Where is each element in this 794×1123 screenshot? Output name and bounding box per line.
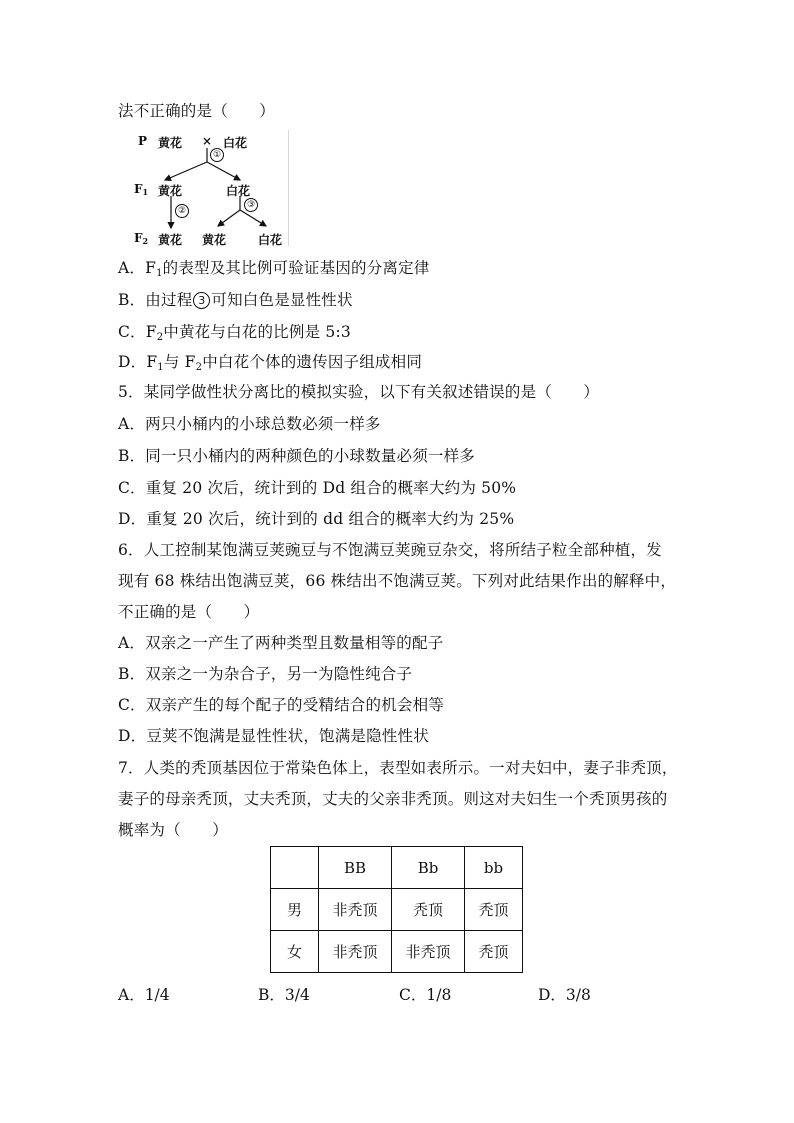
- table-cell: 非秃顶: [319, 931, 392, 973]
- q4-stem-tail: 法不正确的是（ ）: [118, 102, 276, 120]
- q5-stem: 5．某同学做性状分离比的模拟实验，以下有关叙述错误的是（ ）: [118, 383, 600, 401]
- q6-stem-line3: 不正确的是（ ）: [118, 603, 260, 621]
- p-label: P: [138, 134, 148, 148]
- table-header-cell: bb: [465, 847, 523, 889]
- q6-option-c[interactable]: C．双亲产生的每个配子的受精结合的机会相等: [118, 696, 445, 714]
- f2-label: $F_2$: [134, 231, 149, 246]
- q5-option-a[interactable]: A．两只小桶内的小球总数必须一样多: [118, 415, 381, 433]
- q7-option-c[interactable]: C．1/8: [399, 986, 452, 1004]
- table-row: [271, 931, 523, 973]
- q7-stem-line2: 妻子的母亲秃顶，丈夫秃顶，丈夫的父亲非秃顶。则这对夫妇生一个秃顶男孩的: [118, 790, 668, 808]
- q6-option-a[interactable]: A．双亲之一产生了两种类型且数量相等的配子: [118, 634, 444, 652]
- table-header-cell: Bb: [392, 847, 465, 889]
- table-header-cell: [271, 847, 319, 889]
- q5-option-d[interactable]: D．重复 20 次后，统计到的 dd 组合的概率大约为 25%: [118, 510, 515, 528]
- step3-circled: 3: [193, 292, 210, 309]
- q7-stem-line1: 7．人类的秃顶基因位于常染色体上，表型如表所示。一对夫妇中，妻子非秃顶，: [118, 759, 678, 777]
- f2-yellow-a: 黄花: [158, 233, 183, 247]
- table-header-cell: BB: [319, 847, 392, 889]
- step3-marker: ③: [244, 198, 258, 212]
- table-cell: 男: [271, 889, 319, 931]
- q4-option-c[interactable]: C．$F_2$中黄花与白花的比例是 5:3: [118, 323, 351, 343]
- f1-white: 白花: [226, 184, 251, 198]
- table-cell: 非秃顶: [392, 931, 465, 973]
- step2-marker: ②: [175, 204, 189, 218]
- table-header-row: [271, 847, 523, 889]
- phenotype-table: [270, 846, 523, 973]
- q6-option-d[interactable]: D．豆荚不饱满是显性性状，饱满是隐性性状: [118, 727, 429, 745]
- table-cell: 秃顶: [465, 889, 523, 931]
- q7-stem-line3: 概率为（ ）: [118, 821, 228, 839]
- q6-stem-line1: 6．人工控制某饱满豆荚豌豆与不饱满豆荚豌豆杂交，将所结子粒全部种植，发: [118, 541, 662, 559]
- table-cell: 秃顶: [465, 931, 523, 973]
- q7-option-b[interactable]: B．3/4: [258, 986, 310, 1004]
- q7-answer-options: [118, 983, 718, 1003]
- q7-option-a[interactable]: A．1/4: [118, 986, 170, 1004]
- table-cell: 女: [271, 931, 319, 973]
- table-row: [271, 889, 523, 931]
- f1-label: $F_1$: [134, 182, 149, 197]
- table-cell: 秃顶: [392, 889, 465, 931]
- f1-yellow: 黄花: [158, 184, 183, 198]
- q5-option-c[interactable]: C．重复 20 次后，统计到的 Dd 组合的概率大约为 50%: [118, 479, 517, 497]
- f2-yellow-b: 黄花: [202, 233, 227, 247]
- q4-option-d[interactable]: D．$F_1$与 $F_2$中白花个体的遗传因子组成相同: [118, 353, 423, 373]
- cross-diagram: [118, 130, 290, 248]
- table-cell: 非秃顶: [319, 889, 392, 931]
- q4-option-b[interactable]: B．由过程 3 可知白色是显性性状: [118, 291, 353, 309]
- p-yellow: 黄花: [158, 136, 183, 150]
- p-white: 白花: [223, 136, 248, 150]
- q6-stem-line2: 现有 68 株结出饱满豆荚，66 株结出不饱满豆荚。下列对此结果作出的解释中，: [118, 572, 677, 590]
- q5-option-b[interactable]: B．同一只小桶内的两种颜色的小球数量必须一样多: [118, 447, 475, 465]
- cross-symbol: ×: [202, 134, 213, 148]
- f2-white: 白花: [258, 233, 283, 247]
- q4-option-a[interactable]: A．$F_1$的表型及其比例可验证基因的分离定律: [118, 259, 430, 279]
- step1-marker: ①: [210, 148, 224, 162]
- q6-option-b[interactable]: B．双亲之一为杂合子，另一为隐性纯合子: [118, 665, 413, 683]
- q7-option-d[interactable]: D．3/8: [538, 986, 591, 1004]
